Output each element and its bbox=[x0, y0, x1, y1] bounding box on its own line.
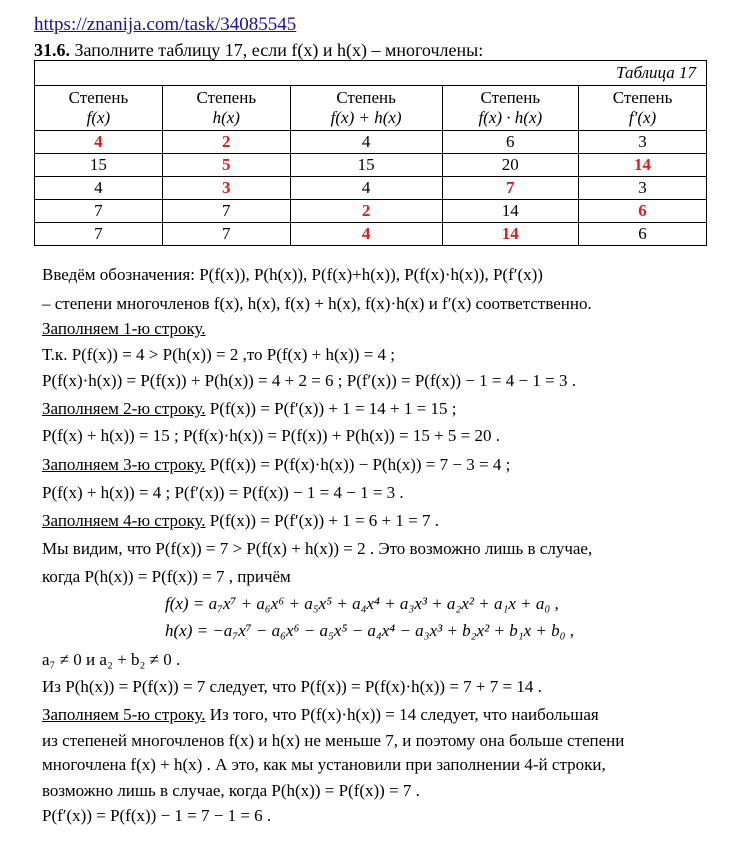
section-heading-row5: Заполняем 5-ю строку. bbox=[42, 705, 206, 724]
table-cell: 15 bbox=[35, 154, 163, 177]
table-cell: 14 bbox=[442, 200, 579, 223]
table-cell: 14 bbox=[442, 223, 579, 246]
table-cell: 5 bbox=[162, 154, 290, 177]
solution-line-13: a₇ ≠ 0 и a₂ + b₂ ≠ 0 . bbox=[42, 650, 181, 669]
solution-line-2: – степени многочленов f(x), h(x), f(x) + h(x), f(x)·h(x) и f′(x) соответственно. bbox=[42, 294, 592, 313]
table-cell: 4 bbox=[35, 131, 163, 154]
table-cell: 6 bbox=[579, 223, 707, 246]
table-cell: 6 bbox=[442, 131, 579, 154]
solution-line-15: Заполняем 5-ю строку. Из того, что P(f(x)·h(x)) = 14 следует, что наибольшая bbox=[42, 705, 599, 724]
table-row bbox=[35, 223, 707, 246]
table-cell: 7 bbox=[162, 223, 290, 246]
table-header-1: Степень f(x) bbox=[35, 86, 163, 131]
solution-line-5: P(f(x)·h(x)) = P(f(x)) + P(h(x)) = 4 + 2 = 6 ; P(f′(x)) = P(f(x)) − 1 = 4 − 1 = 3 . bbox=[42, 371, 576, 390]
table-row bbox=[35, 131, 707, 154]
section-heading-row4: Заполняем 4-ю строку. bbox=[42, 511, 206, 530]
degree-table bbox=[34, 60, 707, 246]
solution-line-17: многочлена f(x) + h(x) . А это, как мы установили при заполнении 4-й строки, bbox=[42, 755, 606, 774]
table-cell: 3 bbox=[579, 177, 707, 200]
table-row bbox=[35, 177, 707, 200]
solution-line-16: из степеней многочленов f(x) и h(x) не меньше 7, и поэтому она больше степени bbox=[42, 731, 625, 750]
table-cell: 14 bbox=[579, 154, 707, 177]
solution-line-6: Заполняем 2-ю строку. P(f(x)) = P(f′(x)) + 1 = 14 + 1 = 15 ; bbox=[42, 399, 457, 418]
table-cell: 4 bbox=[35, 177, 163, 200]
solution-line-9: P(f(x) + h(x)) = 4 ; P(f′(x)) = P(f(x)) − 1 = 4 − 1 = 3 . bbox=[42, 483, 404, 502]
solution-line-12: когда P(h(x)) = P(f(x)) = 7 , причём bbox=[42, 567, 291, 586]
table-cell: 7 bbox=[35, 223, 163, 246]
table-cell: 4 bbox=[290, 177, 442, 200]
task-statement bbox=[34, 40, 483, 61]
table-header-row bbox=[35, 86, 707, 131]
table-cell: 2 bbox=[290, 200, 442, 223]
solution-line-19: P(f′(x)) = P(f(x)) − 1 = 7 − 1 = 6 . bbox=[42, 806, 272, 825]
task-number: 31.6. bbox=[34, 40, 70, 60]
solution-line-1: Введём обозначения: P(f(x)), P(h(x)), P(f(x)+h(x)), P(f(x)·h(x)), P(f′(x)) bbox=[42, 265, 543, 284]
table-cell: 4 bbox=[290, 223, 442, 246]
solution-line-10: Заполняем 4-ю строку. P(f(x)) = P(f′(x)) + 1 = 6 + 1 = 7 . bbox=[42, 511, 439, 530]
table-row bbox=[35, 154, 707, 177]
section-heading-row1: Заполняем 1-ю строку. bbox=[42, 319, 206, 338]
table-header-5: Степень f′(x) bbox=[579, 86, 707, 131]
equation-f: f(x) = a₇x⁷ + a₆x⁶ + a₅x⁵ + a₄x⁴ + a₃x³ + a₂x² + a₁x + a₀ , bbox=[165, 594, 559, 613]
task-link[interactable]: https://znanija.com/task/34085545 bbox=[34, 14, 297, 35]
table-cell: 15 bbox=[290, 154, 442, 177]
solution-line-8: Заполняем 3-ю строку. P(f(x)) = P(f(x)·h(x)) − P(h(x)) = 7 − 3 = 4 ; bbox=[42, 455, 511, 474]
table-cell: 3 bbox=[579, 131, 707, 154]
table-cell: 7 bbox=[162, 200, 290, 223]
table-cell: 3 bbox=[162, 177, 290, 200]
table-body bbox=[35, 131, 707, 246]
solution-line-7: P(f(x) + h(x)) = 15 ; P(f(x)·h(x)) = P(f(x)) + P(h(x)) = 15 + 5 = 20 . bbox=[42, 426, 501, 445]
equation-h: h(x) = −a₇x⁷ − a₆x⁶ − a₅x⁵ − a₄x⁴ − a₃x³ + b₂x² + b₁x + b₀ , bbox=[165, 621, 575, 640]
solution-line-11: Мы видим, что P(f(x)) = 7 > P(f(x) + h(x)) = 2 . Это возможно лишь в случае, bbox=[42, 539, 593, 558]
table-cell: 7 bbox=[442, 177, 579, 200]
table-header-2: Степень h(x) bbox=[162, 86, 290, 131]
table-cell: 7 bbox=[35, 200, 163, 223]
table-cell: 20 bbox=[442, 154, 579, 177]
table-cell: 4 bbox=[290, 131, 442, 154]
task-text: Заполните таблицу 17, если f(x) и h(x) – многочлены: bbox=[74, 40, 484, 60]
section-heading-row3: Заполняем 3-ю строку. bbox=[42, 455, 206, 474]
solution-line-4: Т.к. P(f(x)) = 4 > P(h(x)) = 2 ,то P(f(x) + h(x)) = 4 ; bbox=[42, 345, 395, 364]
solution-line-18: возможно лишь в случае, когда P(h(x)) = P(f(x)) = 7 . bbox=[42, 781, 420, 800]
solution-line-14: Из P(h(x)) = P(f(x)) = 7 следует, что P(f(x)) = P(f(x)·h(x)) = 7 + 7 = 14 . bbox=[42, 677, 542, 696]
table-cell: 6 bbox=[579, 200, 707, 223]
table-caption: Таблица 17 bbox=[35, 61, 707, 86]
table-cell: 2 bbox=[162, 131, 290, 154]
table-row bbox=[35, 200, 707, 223]
section-heading-row2: Заполняем 2-ю строку. bbox=[42, 399, 206, 418]
table-header-4: Степень f(x) · h(x) bbox=[442, 86, 579, 131]
table-header-3: Степень f(x) + h(x) bbox=[290, 86, 442, 131]
